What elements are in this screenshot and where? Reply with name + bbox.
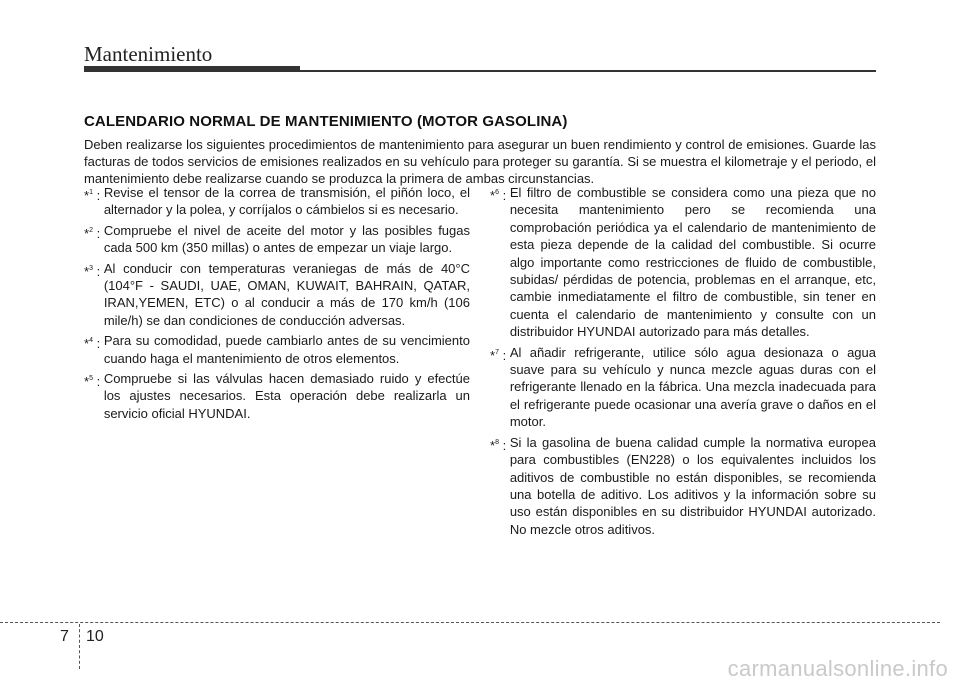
footnote-marker: *$^5$ :	[84, 374, 104, 390]
footnote-marker: *$^8$ :	[490, 437, 510, 453]
chapter-number: 7	[60, 628, 69, 645]
footnote	[490, 434, 876, 538]
footnote-marker: *$^3$ :	[84, 263, 104, 279]
footnote-marker: *$^2$ :	[84, 225, 104, 241]
footnote-marker: *$^7$ :	[490, 347, 510, 363]
footnote-text: Al añadir refrigerante, utilice sólo agua desionaza o agua suave para su vehículo y nunca mezcle aguas duras con el refrigerante llenado en la fábrica. Una mezcla inadecuada para el refrigerante puede ocasionar una avería grave o daños en el motor.	[509, 344, 876, 430]
footnote	[84, 332, 470, 367]
footnote-text: Si la gasolina de buena calidad cumple la normativa europea para combustibles (EN228) o los equivalentes incluidos los aditivos de combustible no están disponibles, se recomienda una botella de aditivo. Los aditivos y la información sobre su uso están disponibles en su distribuidor HYUNDAI autorizado. No mezcle otros aditivos.	[509, 434, 876, 537]
footnote-text: El filtro de combustible se considera como una pieza que no necesita mantenimiento pero se recomienda una comprobación periódica ya el calendario de mantenimiento de esta pieza depende de la calidad del combustible. Si ocurre algo importante como restricciones de fluido de combustible, subidas/ pérdidas de potencia, problemas en el arranque, etc, cambie inmediatamente el filtro de combustible, sin tener en cuenta el calendario de mantenimiento y consulte con un distribuidor HYUNDAI autorizado para más detalles.	[509, 185, 876, 340]
footnote-marker: *$^6$ :	[490, 188, 510, 203]
footnote	[490, 344, 876, 431]
footnote-text: Compruebe el nivel de aceite del motor y las posibles fugas cada 500 km (350 millas) o antes de empezar un viaje largo.	[103, 222, 470, 256]
header-title: Mantenimiento	[84, 42, 213, 66]
watermark: carmanualsonline.info	[727, 656, 948, 681]
footnote-text: Al conducir con temperaturas veraniegas de más de 40°C (104°F - SAUDI, UAE, OMAN, KUWAIT, BAHRAIN, QATAR, IRAN,YEMEN, ETC) o al conducir a más de 170 km/h (106 mile/h) se dan condiciones de conducción adversas.	[103, 260, 470, 328]
footnote	[84, 184, 470, 219]
notes-left-column	[84, 184, 470, 425]
footnote-marker: *$^4$ :	[84, 336, 104, 352]
footnote-text: Revise el tensor de la correa de transmisión, el piñón loco, el alternador y la polea, y corríjalos o cámbielos si es necesario.	[103, 185, 470, 218]
footnote	[84, 370, 470, 422]
footnote-text: Compruebe si las válvulas hacen demasiado ruido y efectúe los ajustes necesarios. Esta operación debe realizarla un servicio oficial HYUNDAI.	[103, 371, 470, 421]
footer-dashed-divider	[79, 624, 80, 669]
section-intro: Deben realizarse los siguientes procedimientos de mantenimiento para asegurar un buen rendimiento y control de emisiones. Guarde las facturas de todos servicios de emisiones realizados en su vehículo para proteger su garantía. Si se muestra el kilometraje y el periodo, el mantenimiento debe realizarse cuando se produzca la primera de ambas circunstancias.	[84, 137, 876, 186]
footnote	[490, 184, 876, 341]
section-title: CALENDARIO NORMAL DE MANTENIMIENTO (MOTOR GASOLINA)	[84, 113, 568, 130]
footer-dashed-rule	[0, 622, 940, 623]
notes-right-column	[490, 184, 876, 541]
footnote	[84, 222, 470, 257]
footnote-text: Para su comodidad, puede cambiarlo antes de su vencimiento cuando haga el mantenimiento de otros elementos.	[103, 333, 470, 366]
footnote	[84, 260, 470, 330]
header-rule-thin	[300, 70, 876, 72]
header-rule-thick	[84, 66, 300, 72]
page-number: 10	[86, 628, 104, 645]
footnote-marker: *$^1$ :	[84, 188, 104, 203]
